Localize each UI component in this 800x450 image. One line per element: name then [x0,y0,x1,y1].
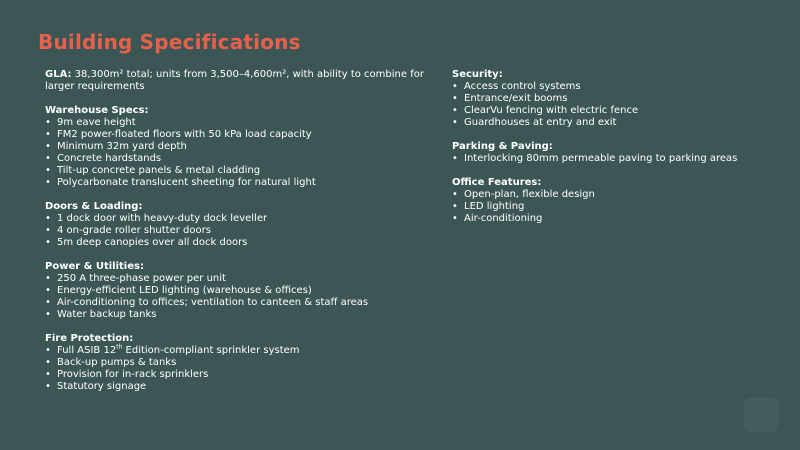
gla-label: GLA: [45,69,72,80]
list-item: • Polycarbonate translucent sheeting for natural light [45,177,445,189]
sprinkler-prefix: Full ASIB 12 [57,345,117,356]
section-heading: Doors & Loading: [45,201,143,212]
section-office-features [452,177,772,225]
section-heading: Office Features: [452,177,542,188]
section-heading: Parking & Paving: [452,141,553,152]
bullet-list [452,81,772,129]
ordinal-superscript: th [116,343,123,351]
list-item: • Air-conditioning to offices; ventilation to canteen & staff areas [45,297,445,309]
section-security [452,69,772,129]
list-item: • Access control systems [452,81,772,93]
bullet-list [45,345,445,393]
right-column [452,69,772,237]
bullet-list [45,273,445,321]
section-doors-loading [45,201,445,249]
sprinkler-suffix: Edition-compliant sprinkler system [122,345,300,356]
list-item: • 250 A three-phase power per unit [45,273,445,285]
list-item: • Open-plan, flexible design [452,189,772,201]
list-item: • ClearVu fencing with electric fence [452,105,772,117]
gla-text: 38,300m² total; units from 3,500–4,600m², with ability to combine for larger requirements [45,69,424,92]
list-item: • Water backup tanks [45,309,445,321]
page-title: Building Specifications [38,30,301,54]
section-power-utilities [45,261,445,321]
section-heading: Fire Protection: [45,333,134,344]
bullet-list [452,153,772,165]
list-item: • Provision for in-rack sprinklers [45,369,445,381]
section-heading: Power & Utilities: [45,261,144,272]
section-warehouse-specs [45,105,445,189]
bullet-list [45,213,445,249]
list-item: • 4 on-grade roller shutter doors [45,225,445,237]
section-heading: Security: [452,69,503,80]
list-item: • Entrance/exit booms [452,93,772,105]
list-item: • LED lighting [452,201,772,213]
list-item: • Minimum 32m yard depth [45,141,445,153]
list-item: • Concrete hardstands [45,153,445,165]
list-item: • Back-up pumps & tanks [45,357,445,369]
list-item: • 5m deep canopies over all dock doors [45,237,445,249]
list-item: • Guardhouses at entry and exit [452,117,772,129]
bullet-list [452,189,772,225]
list-item: • Interlocking 80mm permeable paving to parking areas [452,153,772,165]
corner-watermark [744,398,778,432]
gla-paragraph [45,69,445,93]
section-heading: Warehouse Specs: [45,105,149,116]
list-item: • Statutory signage [45,381,445,393]
list-item: • 1 dock door with heavy-duty dock leveller [45,213,445,225]
list-item: • Tilt-up concrete panels & metal cladding [45,165,445,177]
list-item: • 9m eave height [45,117,445,129]
gla-section [45,69,445,93]
section-fire-protection [45,333,445,393]
section-parking-paving [452,141,772,165]
left-column [45,69,445,405]
list-item: • Energy-efficient LED lighting (warehouse & offices) [45,285,445,297]
list-item: • FM2 power-floated floors with 50 kPa load capacity [45,129,445,141]
list-item [45,345,445,357]
list-item: • Air-conditioning [452,213,772,225]
bullet-list [45,117,445,189]
